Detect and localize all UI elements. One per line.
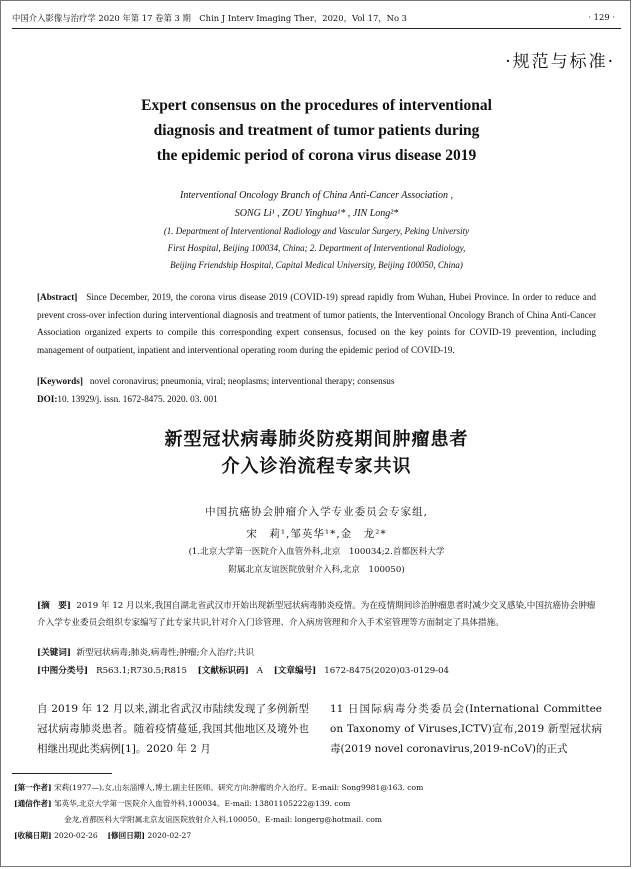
journal-info: 中国介入影像与治疗学 2020 年第 17 卷第 3 期 Chin J Interv Imaging Ther，2020，Vol 17，No 3 [12,13,408,23]
body-column-left: 自 2019 年 12 月以来,湖北省武汉市陆续发现了多例新型冠状病毒肺炎患者。随着疫情蔓延,我国其他地区及境外也相继出现此类病例[1]。2020 年 2 月 [37,703,309,755]
english-authors-block [40,187,593,223]
english-keywords-text: novel coronavirus; pneumonia, viral; neoplasms; interventional therapy; consensus [89,376,395,386]
footnotes [14,780,619,844]
received-label: [收稿日期] [14,831,52,840]
chinese-abstract [37,598,596,632]
dates-note [14,828,619,844]
first-author-text: 宋莉(1977—),女,山东淄博人,博士,副主任医师。研究方向:肿瘤的介入治疗。E-mail: Song9981@163. com [53,783,424,792]
page-number: · 129 · [588,12,615,22]
cls-text: R563.1;R730.5;R815 [96,666,187,676]
doi [37,394,596,404]
chinese-authors-block [60,501,573,545]
cls-label: [中图分类号] [37,666,89,676]
chinese-abstract-text: 2019 年 12 月以来,我国自湖北省武汉市开始出现新型冠状病毒肺炎疫情。为在疫情期间诊治肿瘤患者时减少交叉感染,中国抗癌协会肿瘤介入学专业委员会组织专家编写了此专家共识,针对介入门诊管理、介入病房管理和介入手术室管理等方面制定了具体措施。 [37,601,596,628]
received-date: 2020-02-26 [53,831,98,840]
chinese-title [40,426,593,480]
chinese-keywords-label: [关键词] [37,648,71,658]
doc-text: A [256,666,263,676]
english-authors: SONG Li¹ , ZOU Yinghua¹* , JIN Long²* [234,208,399,219]
header-rule [12,28,621,29]
doi-text: 10. 13929/j. issn. 1672-8475. 2020. 03. 001 [57,394,218,404]
chinese-abstract-label: [摘 要] [37,601,71,611]
english-title [60,93,573,168]
body-column-right: 11 日国际病毒分类委员会(International Committee on Taxonomy of Viruses,ICTV)宣布,2019 新型冠状病毒(2019 novel coronavirus,2019-nCoV)的正式 [330,703,602,755]
english-affiliations [40,223,593,274]
english-affiliation-line: (1. Department of Interventional Radiology and Vascular Surgery, Peking University [163,226,470,236]
article-text: 1672-8475(2020)03-0129-04 [324,666,450,676]
english-affiliation-line: First Hospital, Beijing 100034, China; 2. Department of Interventional Radiology, [167,243,466,253]
english-affiliation-line: Beijing Friendship Hospital, Capital Medical University, Beijing 100050, China) [170,260,463,270]
revised-label: [修回日期] [107,831,145,840]
corresponding-label: [通信作者] [14,799,52,808]
chinese-title-line: 新型冠状病毒肺炎防疫期间肿瘤患者 [164,429,469,450]
corresponding-text-2: 金龙,首都医科大学附属北京友谊医院放射介入科,100050。E-mail: longerg@hotmail. com [64,815,382,824]
corresponding-text: 邹英华,北京大学第一医院介入血管外科,100034。E-mail: 13801105222@139. com [53,799,351,808]
classification-line [37,664,596,676]
chinese-affiliation-line: (1.北京大学第一医院介入血管外科,北京 100034;2.首都医科大学 [188,547,445,557]
doi-label: DOI: [37,394,58,404]
corresponding-author-note [14,796,619,812]
chinese-title-line: 介入诊治流程专家共识 [221,456,412,477]
first-author-label: [第一作者] [14,783,52,792]
english-abstract-text: Since December, 2019, the corona virus disease 2019 (COVID-19) spread rapidly from Wuhan, Hubei Province. In order to reduce and prevent cross-over infection during interventional diagnosis and treatment of tumor patients, the Interventional Oncology Branch of China Anti-Cancer Association organized experts to compile this corresponding expert consensus, focused on the key points for COVID-19 prevention, including management of outpatient, inpatient and interventional operating room during the epidemic period of COVID-19. [37,292,597,355]
english-title-line: the epidemic period of corona virus disease 2019 [156,147,477,164]
chinese-affiliation-line: 附属北京友谊医院放射介入科,北京 100050) [228,565,405,575]
section-tag: ·规范与标准· [505,52,615,72]
chinese-keywords-text: 新型冠状病毒;肺炎,病毒性;肿瘤;介入治疗;共识 [76,648,254,658]
chinese-org: 中国抗癌协会肿瘤介入学专业委员会专家组, [205,506,428,518]
doc-label: [文献标识码] [197,666,249,676]
english-abstract-label: [Abstract] [37,292,78,302]
chinese-keywords [37,646,596,658]
english-title-line: Expert consensus on the procedures of interventional [141,97,492,114]
footnote-rule [12,773,112,774]
english-org: Interventional Oncology Branch of China Anti-Cancer Association , [180,190,453,201]
article-label: [文章编号] [273,666,317,676]
chinese-affiliations [60,543,573,579]
first-author-note [14,780,619,796]
english-keywords [37,376,596,386]
english-title-line: diagnosis and treatment of tumor patients during [153,122,480,139]
english-abstract [37,289,596,359]
revised-date: 2020-02-27 [147,831,192,840]
chinese-authors: 宋 莉¹,邹英华¹*,金 龙²* [246,528,387,540]
english-keywords-label: [Keywords] [37,376,83,386]
corresponding-author-note-2 [14,812,619,828]
running-header [12,12,621,26]
